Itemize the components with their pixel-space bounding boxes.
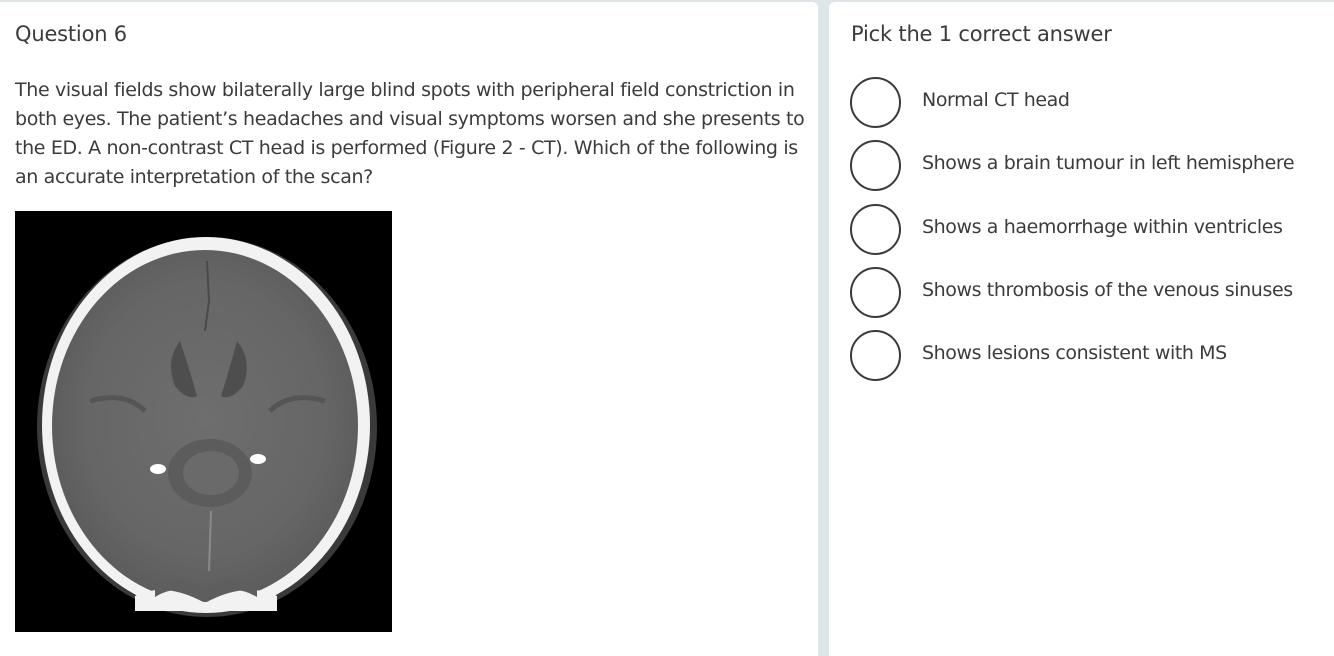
answer-option-label[interactable]: Shows thrombosis of the venous sinuses [922, 278, 1293, 301]
answer-instruction: Pick the 1 correct answer [851, 22, 1112, 46]
question-text: The visual fields show bilaterally large blind spots with peripheral field constriction in both eyes. The patient’s headaches and visual symptoms worsen and she presents to the ED. A non-contrast CT head is performed (Figure 2 - CT). Which of the following is an accurate interpretation of the scan? [15, 79, 805, 188]
answer-options [850, 75, 1330, 391]
answer-option[interactable] [850, 75, 1330, 138]
answer-option-label[interactable]: Shows a brain tumour in left hemisphere [922, 152, 1295, 175]
answer-option[interactable] [850, 328, 1330, 391]
radio-button[interactable] [850, 330, 901, 381]
answer-option[interactable] [850, 265, 1330, 328]
answers-panel [829, 2, 1334, 656]
radio-button[interactable] [850, 77, 901, 128]
ct-head-scan-drawing [15, 211, 392, 632]
ct-head-image [15, 211, 392, 632]
answer-option-label[interactable]: Shows lesions consistent with MS [922, 342, 1227, 365]
radio-button[interactable] [850, 204, 901, 255]
question-panel [0, 2, 818, 656]
question-title: Question 6 [15, 22, 127, 46]
answer-option[interactable] [850, 202, 1330, 265]
radio-button[interactable] [850, 267, 901, 318]
answer-option[interactable] [850, 138, 1330, 201]
radio-button[interactable] [850, 140, 901, 191]
answer-option-label[interactable]: Normal CT head [922, 89, 1070, 111]
answer-option-label[interactable]: Shows a haemorrhage within ventricles [922, 215, 1283, 238]
